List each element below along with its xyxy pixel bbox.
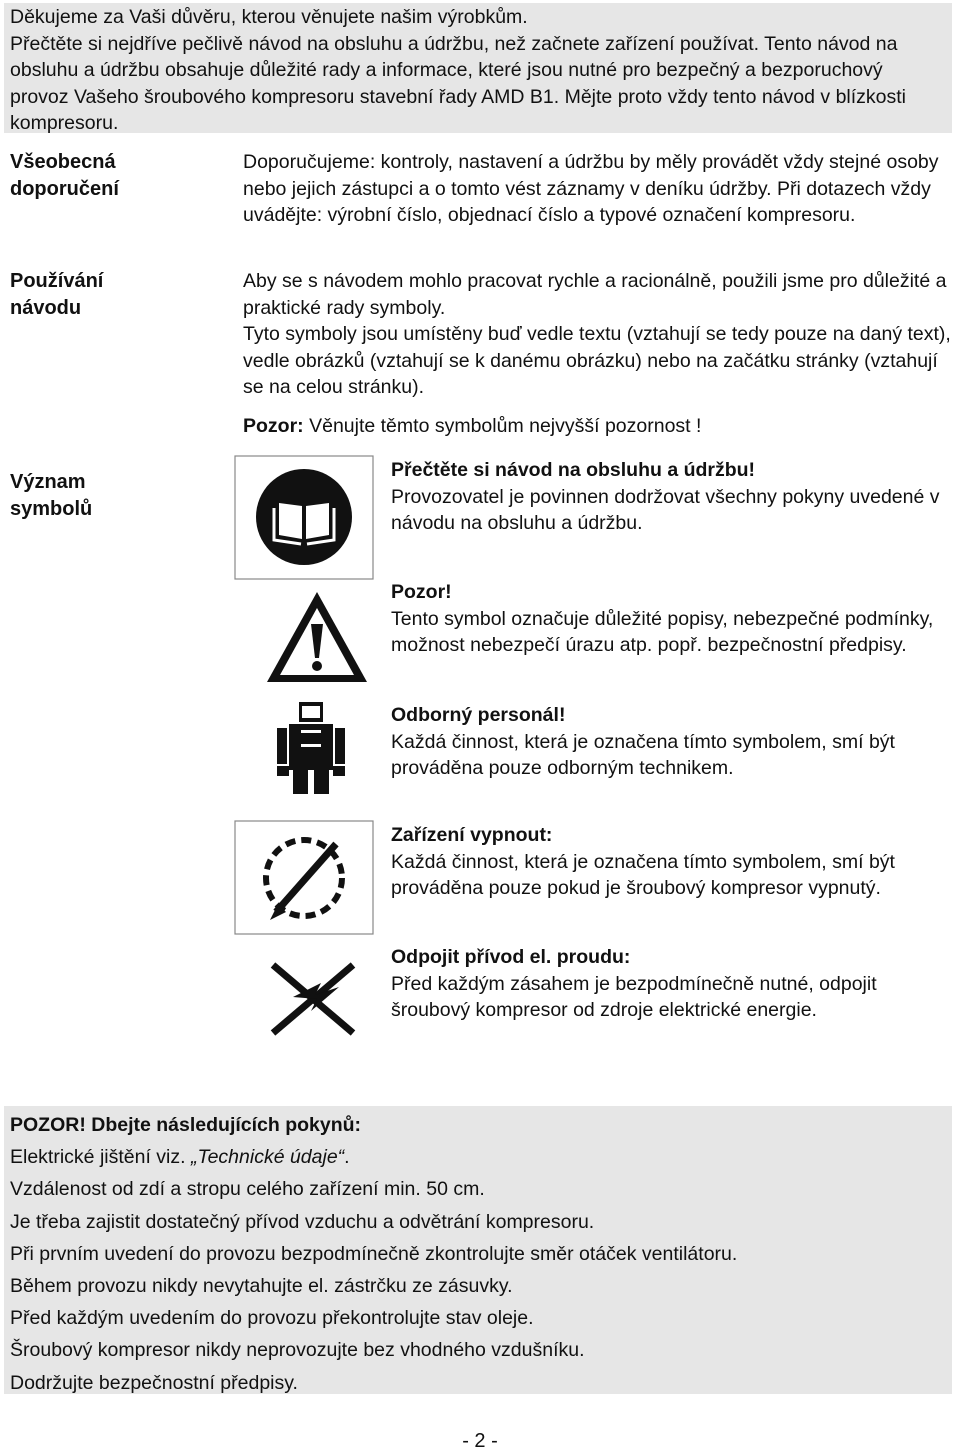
warning-line: Dodržujte bezpečnostní předpisy. — [10, 1371, 298, 1394]
label-usage-line2: návodu — [10, 297, 82, 319]
intro-box — [4, 3, 952, 133]
intro-thanks: Děkujeme za Vaši důvěru, kterou věnujete našim výrobkům. — [10, 6, 528, 28]
symbol-desc: Tento symbol označuje důležité popisy, nebezpečné podmínky, možnost nebezpečí úrazu atp. popř. bezpečnostní předpisy. — [391, 607, 934, 656]
label-usage-line1: Používání — [10, 270, 104, 292]
label-symbols-line2: symbolů — [10, 498, 93, 520]
warning-box — [4, 1106, 952, 1394]
label-general-line1: Všeobecná — [10, 151, 116, 173]
label-general — [10, 149, 119, 203]
warning-line: Vzdálenost od zdí a stropu celého zařízení min. 50 cm. — [10, 1178, 485, 1201]
usage-text-2: Tyto symboly jsou umístěny buď vedle textu (vztahují se tedy pouze na daný text), vedle obrázků (vztahují se k danému obrázku) nebo na začátku stránky (vztahují se na celou stránku). — [243, 323, 951, 398]
symbol-warning — [391, 579, 956, 659]
symbol-title: Odborný personál! — [391, 704, 566, 726]
warning-line: Šroubový kompresor nikdy neprovozujte bez vhodného vzdušníku. — [10, 1339, 585, 1362]
warning-line: Před každým uvedením do provozu překontrolujte stav oleje. — [10, 1307, 534, 1330]
label-symbols-line1: Význam — [10, 471, 86, 493]
symbol-disconnect — [391, 944, 956, 1024]
switch-off-icon — [234, 820, 374, 935]
technical-data-reference: „Technické údaje“ — [190, 1146, 345, 1169]
general-text-block — [243, 149, 953, 229]
attention-label: Pozor: — [243, 415, 304, 437]
symbol-title: Odpojit přívod el. proudu: — [391, 946, 631, 968]
warning-triangle-icon — [263, 588, 371, 688]
usage-text-block — [243, 268, 953, 401]
warning-line: Je třeba zajistit dostatečný přívod vzduchu a odvětrání kompresoru. — [10, 1210, 595, 1233]
symbol-read-manual — [391, 457, 956, 537]
attention-line — [243, 413, 953, 440]
symbol-desc: Každá činnost, která je označena tímto symbolem, smí být prováděna pouze odborným technikem. — [391, 730, 895, 779]
symbol-desc: Každá činnost, která je označena tímto symbolem, smí být prováděna pouze pokud je šroubový kompresor vypnutý. — [391, 850, 895, 899]
read-manual-icon — [234, 455, 374, 580]
disconnect-power-icon — [263, 955, 363, 1040]
symbol-switch-off — [391, 822, 956, 902]
qualified-person-icon — [263, 700, 363, 795]
intro-paragraph: Přečtěte si nejdříve pečlivě návod na obsluhu a údržbu, než začnete zařízení používat. Tento návod na obsluhu a údržbu obsahuje důležité rady a informace, které jsou nutné pro bezpečný a bezporuchový provoz Vašeho šroubového kompresoru stavební řady AMD B1. Mějte proto vždy tento návod v blízkosti kompresoru. — [10, 32, 907, 134]
usage-text-1: Aby se s návodem mohlo pracovat rychle a racionálně, použili jsme pro důležité a praktické rady symboly. — [243, 270, 947, 319]
label-usage — [10, 268, 103, 322]
symbol-title: Pozor! — [391, 581, 452, 603]
attention-text: Věnujte těmto symbolům nejvyšší pozornost ! — [303, 415, 702, 437]
warning-line: Při prvním uvedení do provozu bezpodmínečně zkontrolujte směr otáček ventilátoru. — [10, 1242, 738, 1265]
warning-line — [10, 1141, 946, 1173]
label-general-line2: doporučení — [10, 178, 119, 200]
page-number: - 2 - — [462, 1430, 498, 1452]
symbol-desc: Provozovatel je povinnen dodržovat všechny pokyny uvedené v návodu na obsluhu a údržbu. — [391, 485, 940, 534]
symbol-desc: Před každým zásahem je bezpodmínečně nutné, odpojit šroubový kompresor od zdroje elektrické energie. — [391, 972, 877, 1021]
general-text: Doporučujeme: kontroly, nastavení a údržbu by měly provádět vždy stejné osoby nebo jejich zástupci a o tomto vést záznamy v deníku údržby. Při dotazech vždy uvádějte: výrobní číslo, objednací číslo a typové označení kompresoru. — [243, 151, 939, 226]
warning-title: POZOR! Dbejte následujících pokynů: — [10, 1114, 362, 1136]
symbol-qualified — [391, 702, 956, 782]
warning-line: Během provozu nikdy nevytahujte el. zástrčku ze zásuvky. — [10, 1275, 513, 1298]
symbol-title: Přečtěte si návod na obsluhu a údržbu! — [391, 459, 756, 481]
label-symbols — [10, 469, 92, 523]
warning-line-part: . — [344, 1146, 350, 1169]
symbol-title: Zařízení vypnout: — [391, 824, 553, 846]
warning-line-part: Elektrické jištění viz. — [10, 1146, 191, 1169]
